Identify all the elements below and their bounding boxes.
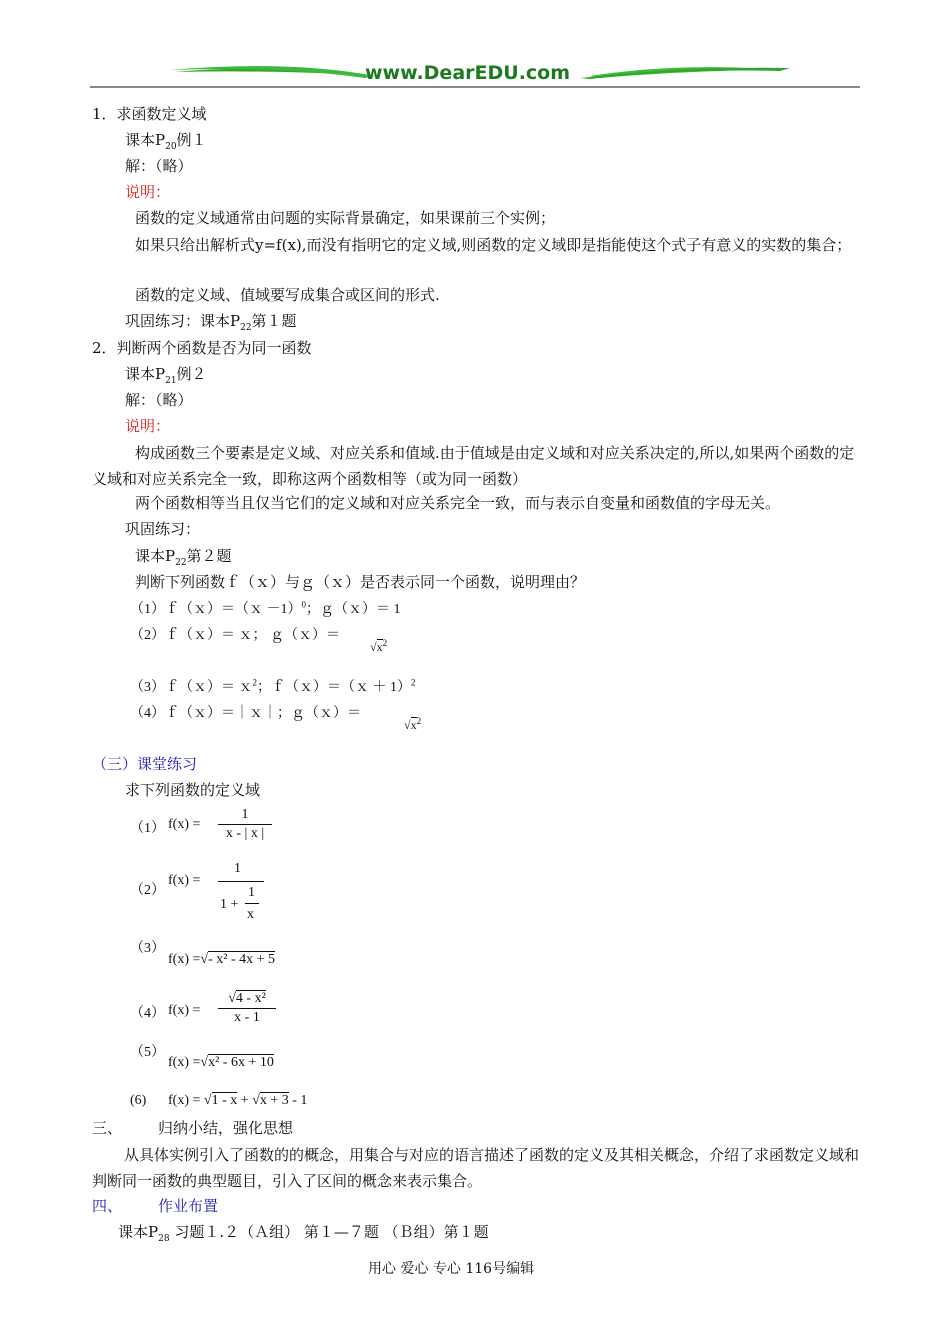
sec2-p1: 构成函数三个要素是定义域、对应关系和值域.由于值域是由定义域和对应关系决定的,所以,如果两个函数的定义域和对应关系完全一致，即称这两个函数相等（或为同一函数） (92, 444, 855, 488)
sec4-num: 三、 (92, 1119, 123, 1137)
header (90, 58, 860, 92)
sec2-item-4: （4）ｆ（ｘ）＝｜ｘ｜；ｇ（ｘ）＝ (130, 706, 361, 721)
sec2-example: 课本$P_{21}$例２ (125, 365, 207, 386)
sec3-intro: 求下列函数的定义域 (125, 781, 261, 799)
sec3-title: （三）课堂练习 (92, 755, 198, 773)
sec4-p: 从具体实例引入了函数的的概念，用集合与对应的语言描述了函数的定义及其相关概念，介绍了求函数定义域和判断同一函数的典型题目，引入了区间的概念来表示集合。 (92, 1146, 860, 1190)
sec2-note-label: 说明： (125, 417, 171, 435)
ex2-label: （2） (130, 883, 165, 898)
sec2-p2: 两个函数相等当且仅当它们的定义域和对应关系完全一致，而与表示自变量和函数值的字母无关。 (135, 494, 781, 512)
ex3-expr: f(x) =√- x² - 4x + 5 (168, 952, 275, 967)
sec5-title: 作业布置 (158, 1197, 219, 1215)
sec1-p3: 函数的定义域、值域要写成集合或区间的形式. (135, 286, 440, 304)
sec2-title: 2．判断两个函数是否为同一函数 (92, 339, 312, 357)
sec2-item-3: （3）ｆ（ｘ）＝ ｘ$^2$；ｆ（ｘ）＝（ｘ ＋ 1）$^2$ (130, 677, 416, 695)
sec5-hw: 课本$P_{28}$ 习题１.２（Ａ组） 第１—７题 （Ｂ组）第１题 (118, 1223, 489, 1244)
sec2-practice-label: 巩固练习： (125, 520, 201, 538)
ex4-frac: √4 - x² x - 1 (218, 990, 276, 1027)
sec4-title: 归纳小结，强化思想 (158, 1119, 294, 1137)
ex4-label: （4） (130, 1006, 165, 1021)
sec2-question: 判断下列函数ｆ（ｘ）与ｇ（ｘ）是否表示同一个函数，说明理由？ (135, 573, 586, 591)
sec2-solution: 解：（略） (125, 391, 193, 409)
sec1-practice: 巩固练习：课本$P_{22}$第１题 (125, 312, 297, 333)
sec2-item-1: （1）ｆ（ｘ）＝（ｘ －1）$^0$；ｇ（ｘ）＝ 1 (130, 599, 401, 617)
ex6-label: (6) (130, 1093, 147, 1108)
ex4-lhs: f(x) = (168, 1003, 201, 1018)
ex3-label: （3） (130, 941, 165, 956)
sec1-p2: 如果只给出解析式y=f(x),而没有指明它的定义域,则函数的定义域即是指能使这个式子有意义的实数的集合； (135, 236, 852, 254)
sec5-num: 四、 (92, 1197, 123, 1215)
ex5-expr: f(x) =√x² - 6x + 10 (168, 1055, 274, 1070)
ex1-label: （1） (130, 821, 165, 836)
sec1-title: 1．求函数定义域 (92, 105, 207, 123)
ex6-expr: f(x) = √1 - x + √x + 3 - 1 (168, 1093, 308, 1108)
sec1-solution: 解：（略） (125, 157, 193, 175)
sqrt-x2-b: $√x^2$ (404, 716, 422, 732)
sec1-example: 课本$P_{20}$例１ (125, 131, 207, 152)
footer-text: 用心 爱心 专心 116号编辑 (368, 1261, 535, 1277)
sec2-book: 课本$P_{22}$第２题 (135, 547, 232, 568)
sec1-note-label: 说明： (125, 183, 171, 201)
sqrt-x2-a: $√x^2$ (370, 638, 388, 654)
logo-text: www.DearEDU.com (365, 62, 571, 84)
ex5-label: （5） (130, 1045, 165, 1060)
ex2-lhs: f(x) = (168, 873, 201, 888)
ex1-frac: 1 x - | x | (218, 806, 272, 843)
sec2-item-2: （2）ｆ（ｘ）＝ ｘ； ｇ（ｘ）＝ (130, 628, 340, 643)
ex2-frac: 1 1 + 1 x (218, 861, 264, 931)
sec1-p1: 函数的定义域通常由问题的实际背景确定，如果课前三个实例； (135, 209, 556, 227)
ex1-lhs: f(x) = (168, 817, 201, 832)
